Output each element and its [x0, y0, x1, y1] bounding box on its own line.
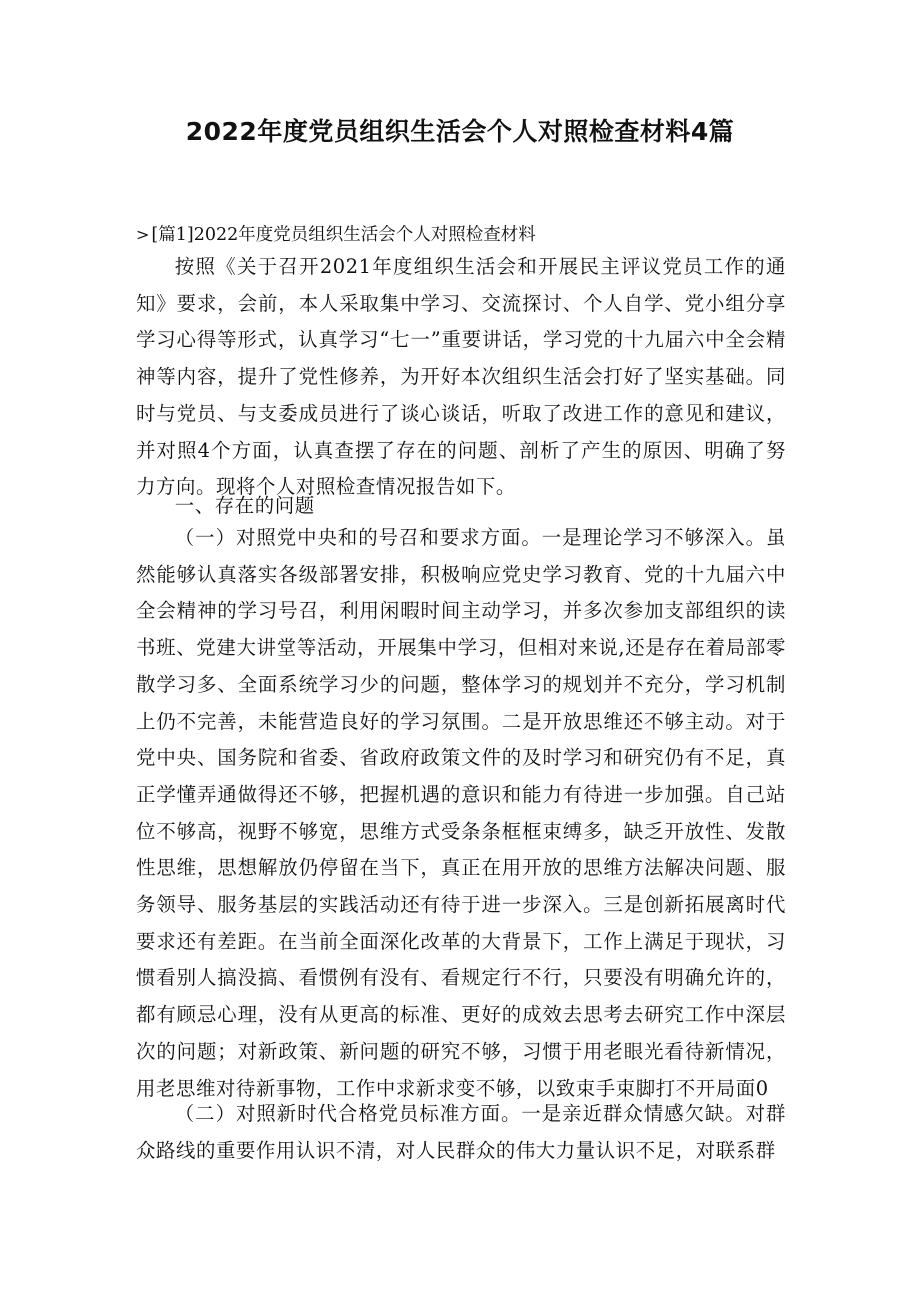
- problem-paragraph-2: （二）对照新时代合格党员标准方面。一是亲近群众情感欠缺。对群众路线的重要作用认识不清，对人民群众的伟大力量认识不足，对联系群: [136, 1102, 786, 1162]
- expand-marker-icon: >: [136, 225, 150, 244]
- section-heading: [136, 221, 536, 246]
- document-title: 2022年度党员组织生活会个人对照检查材料4篇: [185, 117, 735, 146]
- section-heading-text: [篇1]2022年度党员组织生活会个人对照检查材料: [151, 225, 536, 245]
- intro-paragraph: 按照《关于召开2021年度组织生活会和开展民主评议党员工作的通知》要求，会前，本人采取集中学习、交流探讨、个人自学、党小组分享学习心得等形式，认真学习“七一”重要讲话，学习党的十九届六中全会精神等内容，提升了党性修养，为开好本次组织生活会打好了坚实基础。同时与党员、与支委成员进行了谈心谈话，听取了改进工作的意见和建议，并对照4个方面，认真查摆了存在的问题、剖析了产生的原因、明确了努力方向。现将个人对照检查情况报告如下。: [136, 255, 786, 499]
- problem-paragraph-1: （一）对照党中央和的号召和要求方面。一是理论学习不够深入。虽然能够认真落实各级部署安排，积极响应党史学习教育、党的十九届六中全会精神的学习号召，利用闲暇时间主动学习，并多次参加支部组织的读书班、党建大讲堂等活动，开展集中学习，但相对来说,还是存在着局部零散学习多、全面系统学习少的问题，整体学习的规划并不充分，学习机制上仍不完善，未能营造良好的学习氛围。二是开放思维还不够主动。对于党中央、国务院和省委、省政府政策文件的及时学习和研究仍有不足，真正学懂弄通做得还不够，把握机遇的意识和能力有待进一步加强。自己站位不够高，视野不够宽，思维方式受条条框框束缚多，缺乏开放性、发散性思维，思想解放仍停留在当下，真正在用开放的思维方法解决问题、服务领导、服务基层的实践活动还有待于进一步深入。三是创新拓展离时代要求还有差距。在当前全面深化改革的大背景下，工作上满足于现状，习惯看别人搞没搞、看惯例有没有、看规定行不行，只要没有明确允许的，都有顾忌心理，没有从更高的标准、更好的成效去思考去研究工作中深层次的问题；对新政策、新问题的研究不够，习惯于用老眼光看待新情况，用老思维对待新事物，工作中求新求变不够，以致束手束脚打不开局面0: [136, 526, 786, 1100]
- problems-heading: 一、存在的问题: [174, 494, 315, 517]
